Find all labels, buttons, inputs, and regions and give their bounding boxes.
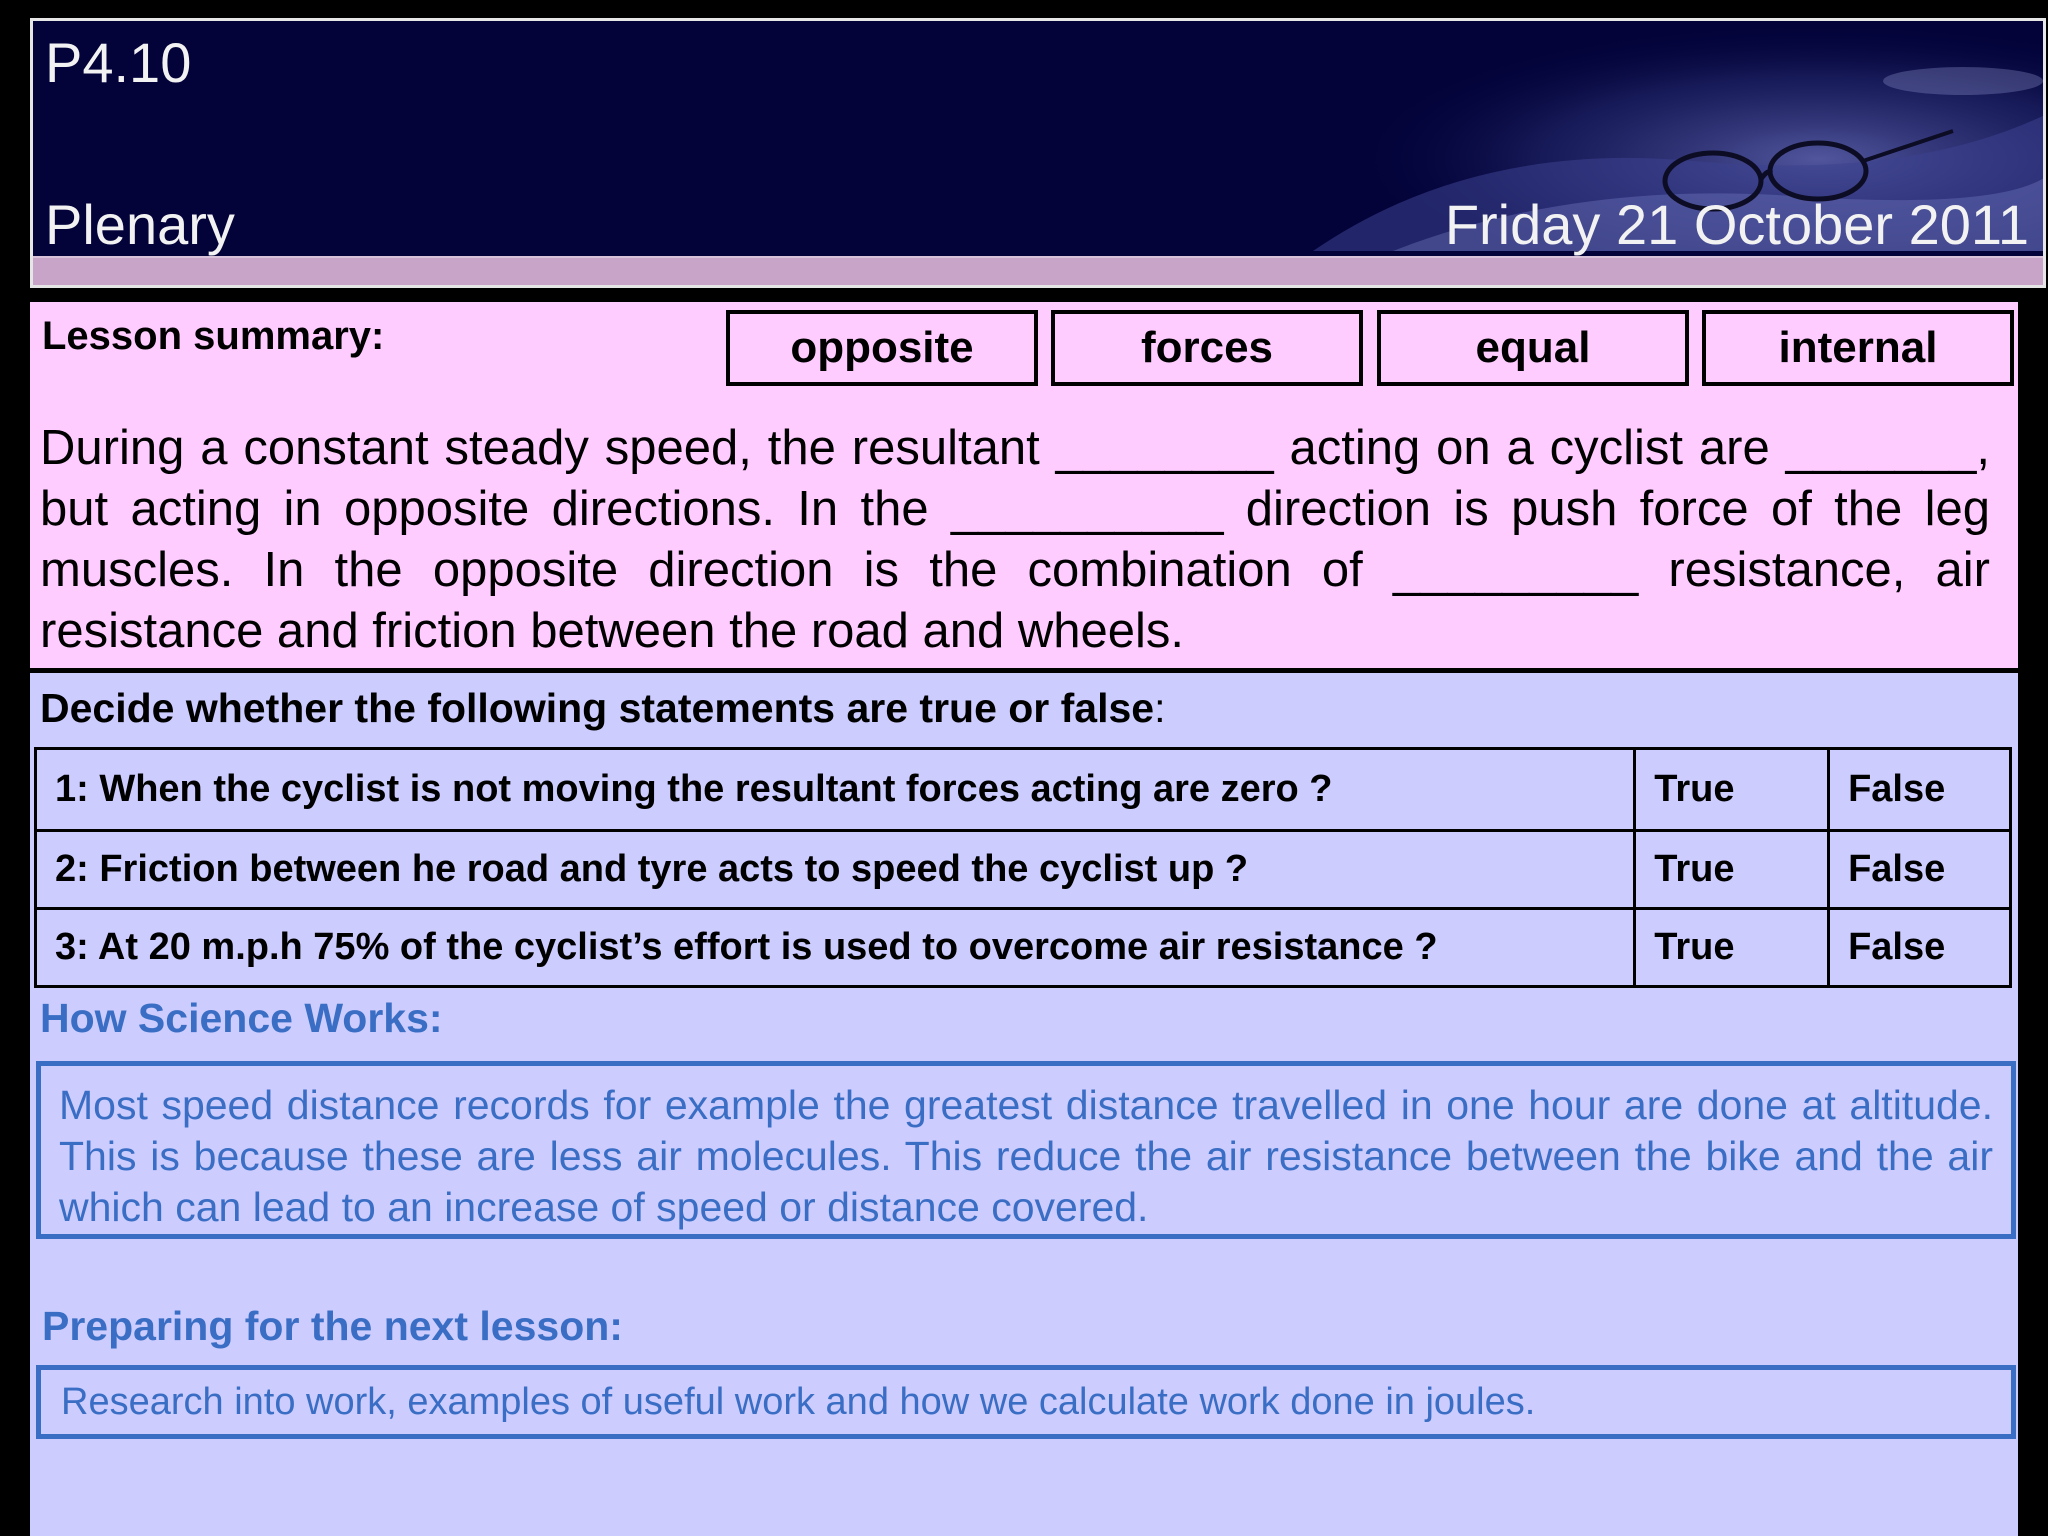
statement-cell: 3: At 20 m.p.h 75% of the cyclist’s effort is used to overcome air resistance ? bbox=[36, 909, 1635, 987]
slide-title: Plenary bbox=[45, 193, 235, 256]
false-option[interactable]: False bbox=[1829, 909, 2011, 987]
header-divider-band bbox=[33, 256, 2043, 288]
true-false-heading-colon: : bbox=[1154, 685, 1166, 731]
statement-cell: 2: Friction between he road and tyre acts to speed the cyclist up ? bbox=[36, 831, 1635, 909]
lesson-summary-panel bbox=[30, 302, 2018, 668]
true-false-heading bbox=[40, 685, 1166, 732]
slide-date: Friday 21 October 2011 bbox=[1444, 193, 2029, 256]
table-row bbox=[36, 749, 2011, 831]
next-lesson-heading: Preparing for the next lesson: bbox=[42, 1303, 623, 1349]
how-science-works-heading: How Science Works: bbox=[40, 995, 443, 1041]
word-bank-item: equal bbox=[1377, 310, 1689, 386]
table-row bbox=[36, 909, 2011, 987]
word-bank-item: opposite bbox=[726, 310, 1038, 386]
lesson-summary-text: During a constant steady speed, the resultant ________ acting on a cyclist are _______, but acting in opposite directions. In the __________ direction is push force of the leg muscles. In the opposite direction is the combination of _________ resistance, air resistance and friction between the road and wheels. bbox=[40, 421, 1990, 658]
word-bank-item: forces bbox=[1051, 310, 1363, 386]
slide-code: P4.10 bbox=[45, 31, 192, 94]
next-lesson-box: Research into work, examples of useful work and how we calculate work done in joules. bbox=[36, 1365, 2016, 1439]
table-row bbox=[36, 831, 2011, 909]
true-false-table bbox=[34, 747, 2012, 988]
true-option[interactable]: True bbox=[1635, 909, 1829, 987]
false-option[interactable]: False bbox=[1829, 831, 2011, 909]
true-false-heading-text: Decide whether the following statements are true or false bbox=[40, 685, 1155, 731]
statement-cell: 1: When the cyclist is not moving the resultant forces acting are zero ? bbox=[36, 749, 1635, 831]
how-science-works-box: Most speed distance records for example the greatest distance travelled in one hour are done at altitude. This is because these are less air molecules. This reduce the air resistance between the bike and the air which can lead to an increase of speed or distance covered. bbox=[36, 1061, 2016, 1239]
false-option[interactable]: False bbox=[1829, 749, 2011, 831]
true-option[interactable]: True bbox=[1635, 749, 1829, 831]
slide-header bbox=[30, 18, 2046, 288]
lesson-summary-label: Lesson summary: bbox=[42, 314, 385, 358]
activities-panel bbox=[30, 673, 2018, 1536]
true-option[interactable]: True bbox=[1635, 831, 1829, 909]
word-bank-item: internal bbox=[1702, 310, 2014, 386]
